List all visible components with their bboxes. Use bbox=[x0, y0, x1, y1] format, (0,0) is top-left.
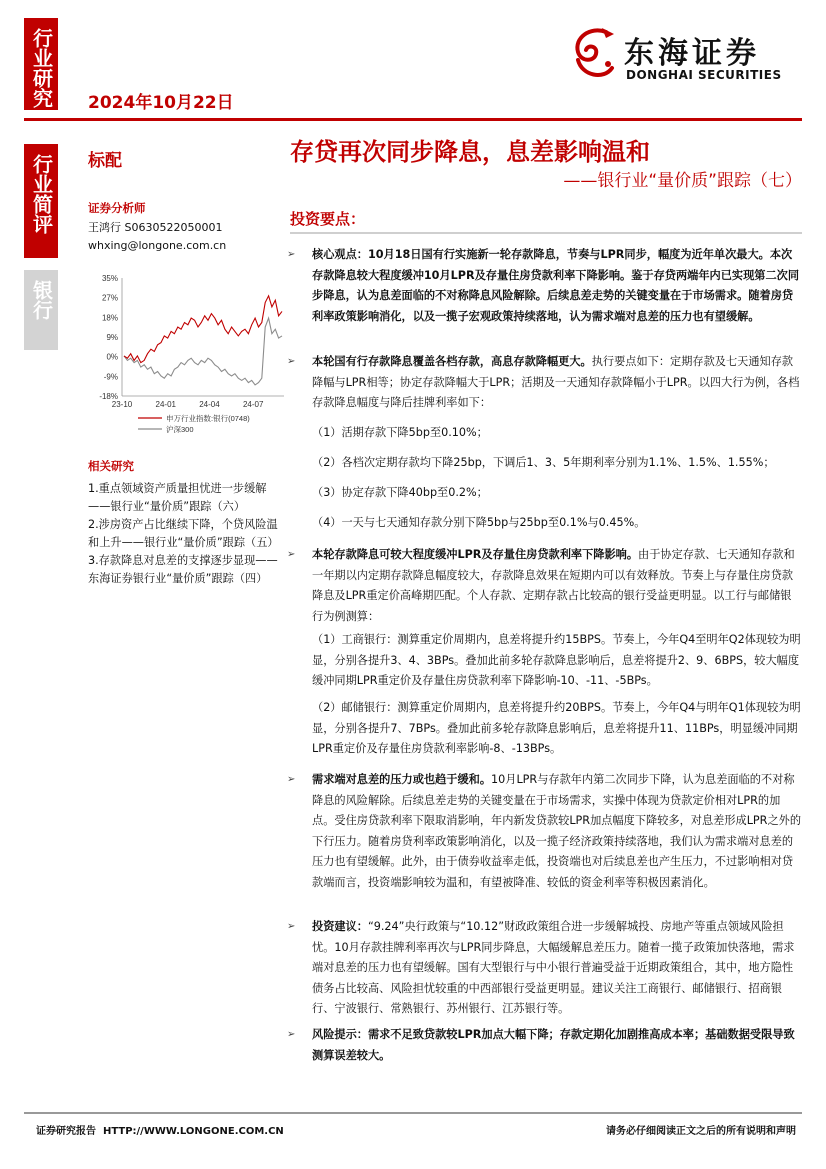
page-title: 存贷再次同步降息，息差影响温和 bbox=[290, 138, 650, 166]
side-tab-research bbox=[24, 18, 58, 110]
related-item-3[interactable]: 3.存款降息对息差的支撑逐步显现——东海证券银行业“量价质”跟踪（四） bbox=[88, 554, 278, 585]
bullet-3-text: 由于协定存款、七天通知存款和一年期以内定期存款降息幅度较大，存款降息效果在短期内可以有效释放。节奏上与存量住房贷款降息及LPR重定价高峰期匹配。个人存款、定期存款占比较高的银行受益更明显。以工行与邮储银行为例测算： bbox=[312, 548, 795, 623]
key-points-heading: 投资要点： bbox=[290, 210, 366, 228]
bullet-buffer bbox=[287, 545, 802, 627]
y-tick-label: 27% bbox=[101, 293, 118, 303]
bullet-deposit-cut bbox=[287, 352, 802, 414]
bullet-3-bold: 本轮存款降息可较大程度缓冲LPR及存量住房贷款利率下降影响。 bbox=[312, 548, 639, 561]
side-tab-research-label: 行业研究 bbox=[29, 28, 54, 108]
bullet-6-bold: 风险提示：需求不足致贷款较LPR加点大幅下降；存款定期化加剧推高成本率；基础数据受限导致测算误差较大。 bbox=[312, 1028, 795, 1062]
bullet-arrow-icon: ➢ bbox=[287, 921, 296, 932]
y-tick-label: -18% bbox=[99, 392, 118, 401]
side-tab-bank bbox=[24, 270, 58, 350]
header-rule bbox=[24, 118, 802, 121]
analyst-heading: 证券分析师 bbox=[88, 201, 146, 215]
y-tick-label: 18% bbox=[101, 313, 118, 323]
bullet-core-view bbox=[287, 245, 802, 327]
bank-calc-psbc: （2）邮储银行：测算重定价周期内，息差将提升约20BPS。节奏上，今年Q4与明年Q1体现较为明显，分别各提升7、7BPs。叠加此前多轮存款降息影响后，息差将提升11、11BPs，明显缓冲同期LPR重定价及存量住房贷款利率影响-8、-13BPs。 bbox=[312, 701, 801, 756]
logo-cn: 东海证券 bbox=[624, 36, 760, 71]
bullet-4-bold: 需求端对息差的压力或也趋于缓和。 bbox=[312, 773, 492, 786]
bullet-recommendation bbox=[287, 917, 802, 1020]
y-tick-label: 35% bbox=[101, 274, 118, 283]
series-line-hs300 bbox=[124, 318, 282, 385]
y-tick-label: 9% bbox=[106, 333, 118, 342]
analyst-name: 王鸿行 S0630522050001 bbox=[88, 221, 223, 234]
side-tab-brief bbox=[24, 144, 58, 258]
deposit-item-4: （4）一天与七天通知存款分别下降5bp与25bp至0.1%与0.45%。 bbox=[312, 516, 646, 529]
deposit-item-2: （2）各档次定期存款均下降25bp，下调后1、3、5年期利率分别为1.1%、1.5%、1.55%； bbox=[312, 456, 775, 469]
rating: 标配 bbox=[88, 151, 122, 171]
analyst-email: whxing@longone.com.cn bbox=[88, 239, 227, 252]
x-tick-label: 24-01 bbox=[155, 400, 176, 409]
x-tick-label: 24-04 bbox=[199, 400, 220, 409]
footer-right: 请务必仔细阅读正文之后的所有说明和声明 bbox=[606, 1126, 796, 1137]
y-tick-label: -9% bbox=[103, 372, 118, 382]
footer-rule bbox=[24, 1112, 802, 1114]
page-subtitle: ——银行业“量价质”跟踪（七） bbox=[563, 171, 802, 191]
bullet-risk bbox=[287, 1025, 802, 1066]
footer-left: 证券研究报告 HTTP://WWW.LONGONE.COM.CN bbox=[36, 1126, 284, 1137]
bullet-2-text: 执行要点如下：定期存款及七天通知存款降幅与LPR相等；协定存款降幅大于LPR；活期及一天通知存款降幅小于LPR。以四大行为例，各档存款降息幅度与降后挂牌利率如下： bbox=[312, 355, 800, 410]
bullet-4-text: 10月LPR与存款年内第二次同步下降，认为息差面临的不对称降息的风险解除。后续息差走势的关键变量在于市场需求，实操中体现为贷款定价相对LPR的加点。受住房贷款利率下限取消影响，年内新发贷款较LPR加点幅度下降较多，对息差形成LPR之外的下行压力。随着房贷利率政策影响消化，以及一揽子经济政策持续落地，我们认为需求端对息差的压力也有望缓解。此外，由于债券收益率走低，投资端也对后续息差也产生压力，不过影响相对贷款端而言，投资端影响较为温和，有望被降准、较低的资金利率等积极因素消化。 bbox=[312, 773, 802, 889]
legend-label: 沪深300 bbox=[166, 425, 194, 434]
legend-label: 申万行业指数:银行(0748) bbox=[166, 414, 250, 423]
bullet-arrow-icon: ➢ bbox=[287, 549, 296, 560]
related-item-1[interactable]: 1.重点领域资产质量担忧进一步缓解——银行业“量价质”跟踪（六） bbox=[88, 482, 267, 513]
bullet-arrow-icon: ➢ bbox=[287, 1029, 296, 1040]
bullet-arrow-icon: ➢ bbox=[287, 356, 296, 367]
side-tab-brief-label: 行业简评 bbox=[29, 154, 54, 234]
deposit-item-3: （3）协定存款下降40bp至0.2%； bbox=[312, 486, 488, 499]
x-tick-label: 24-07 bbox=[242, 400, 264, 409]
logo bbox=[566, 22, 806, 86]
bank-calc-icbc: （1）工商银行：测算重定价周期内，息差将提升约15BPS。节奏上，今年Q4至明年Q2体现较为明显，分别各提升3、4、3BPs。叠加此前多轮存款降息影响后，息差将提升2、9、6BPS，较大幅度缓冲同期LPR重定价及存量住房贷款利率下降影响-10、-11、-5BPs。 bbox=[312, 633, 801, 688]
key-points-rule bbox=[290, 232, 802, 234]
bullet-arrow-icon: ➢ bbox=[287, 249, 296, 260]
bullet-arrow-icon: ➢ bbox=[287, 774, 296, 785]
related-item-2[interactable]: 2.涉房资产占比继续下降，个贷风险温和上升——银行业“量价质”跟踪（五） bbox=[88, 518, 279, 549]
y-tick-label: 0% bbox=[106, 352, 118, 362]
related-heading: 相关研究 bbox=[88, 459, 134, 473]
analyst-block bbox=[88, 200, 278, 254]
x-tick-label: 23-10 bbox=[111, 400, 133, 409]
bullet-5-text: “9.24”央行政策与“10.12”财政政策组合进一步缓解城投、房地产等重点领域风险担忧。10月存款挂牌利率再次与LPR同步降息，大幅缓解息差压力。随着一揽子政策加快落地，需求端对息差的压力也有望缓解。国有大型银行与中小银行普遍受益于近期政策组合，其中，地方隐性债务占比较高、风险担忧较重的中西部银行受益更明显。建议关注工商银行、邮储银行、招商银行、宁波银行、常熟银行、苏州银行、江苏银行等。 bbox=[312, 920, 795, 1016]
bullet-1-bold: 核心观点：10月18日国有行实施新一轮存款降息，节奏与LPR同步，幅度为近年单次最大。本次存款降息较大程度缓冲10月LPR及存量住房贷款利率下降影响。鉴于存贷两端年内已实现第二次同步降息，认为息差面临的不对称降息风险解除。后续息差走势的关键变量在于市场需求。随着房贷利率政策影响消化，以及一揽子宏观政策持续落地，认为需求端对息差的压力也有望缓解。 bbox=[312, 248, 800, 323]
bullet-5-bold: 投资建议： bbox=[312, 920, 368, 933]
bullet-2-bold: 本轮国有行存款降息覆盖各档存款，高息存款降幅更大。 bbox=[312, 355, 592, 368]
chart-svg bbox=[88, 270, 288, 440]
report-date: 2024年10月22日 bbox=[88, 93, 234, 113]
performance-chart bbox=[88, 270, 288, 440]
deposit-item-1: （1）活期存款下降5bp至0.10%； bbox=[312, 426, 488, 439]
series-line-bank bbox=[124, 296, 282, 363]
side-tab-bank-label: 银行 bbox=[29, 280, 54, 320]
related-research bbox=[88, 458, 288, 588]
bullet-demand bbox=[287, 770, 802, 894]
dragon-logo-icon bbox=[566, 24, 620, 84]
logo-en: DONGHAI SECURITIES bbox=[626, 68, 782, 82]
